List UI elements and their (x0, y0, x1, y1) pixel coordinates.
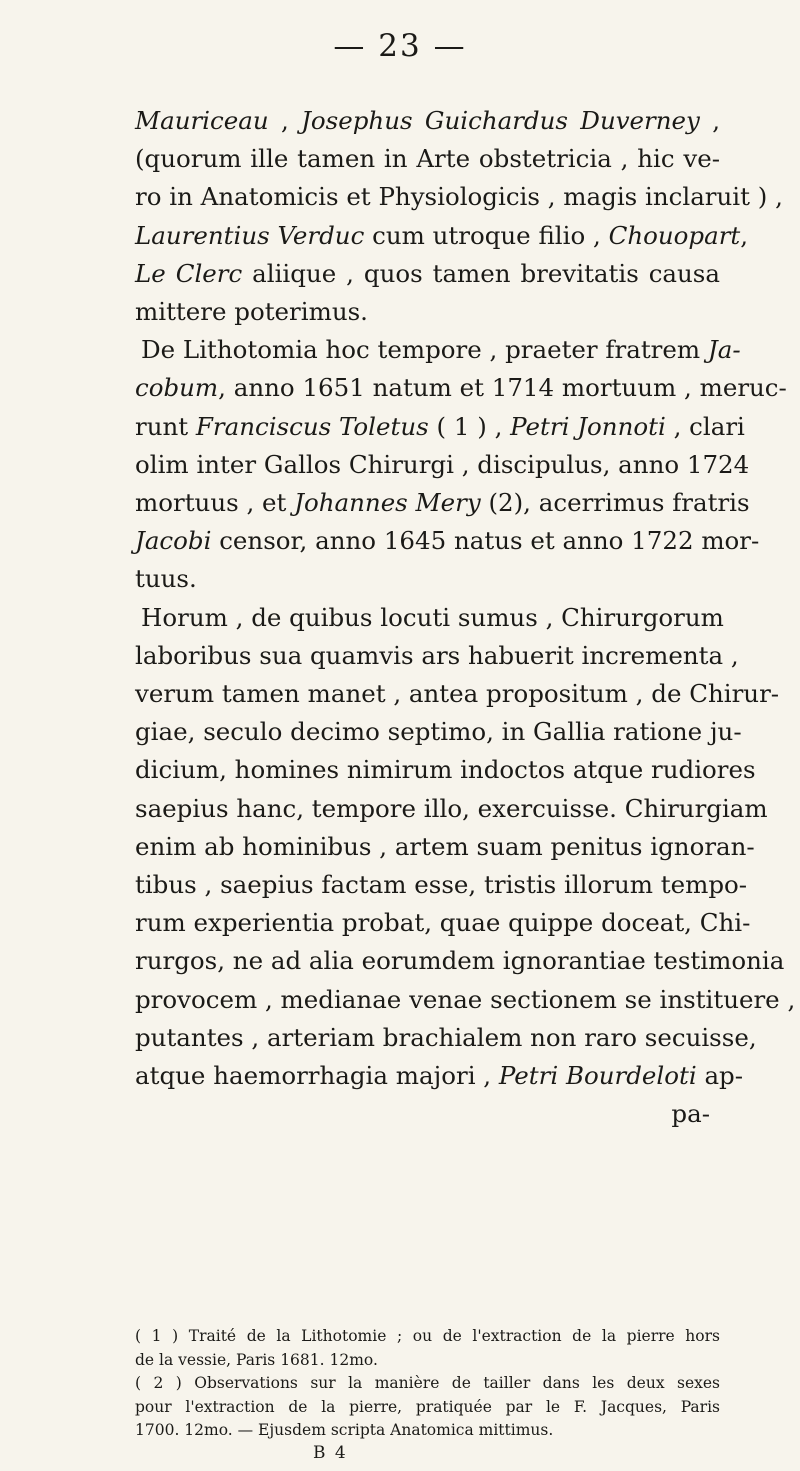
text-span (413, 106, 425, 135)
text-span: laboribus sua quamvis ars habuerit incrementa , (135, 640, 739, 670)
text-span: runt (135, 411, 196, 441)
text-line (135, 713, 742, 751)
text-span: , (268, 106, 302, 135)
text-span: dicium, homines nimirum indoctos atque rudiores (135, 755, 756, 785)
text-span: provocem , medianae venae sectionem se instituere , (135, 984, 796, 1014)
text-line (135, 828, 755, 866)
italic-name: Johannes Mery (294, 488, 481, 518)
text-line (135, 866, 748, 904)
text-line (135, 981, 796, 1019)
text-line (135, 178, 783, 216)
text-line (135, 484, 750, 522)
text-line (135, 217, 749, 255)
text-span: olim inter Gallos Chirurgi , discipulus, anno 1724 (135, 449, 750, 479)
text-line (135, 522, 760, 560)
footnotes (135, 1325, 720, 1443)
text-line (135, 942, 785, 980)
text-line (135, 293, 720, 331)
text-span: rum experientia probat, quae quippe doceat, Chi- (135, 908, 751, 938)
italic-name: Franciscus Toletus (195, 411, 429, 441)
italic-name: Josephus (301, 106, 413, 135)
text-line (135, 599, 724, 637)
text-span: Horum , de quibus locuti sumus , Chirurgorum (141, 602, 724, 632)
signature-mark: B 4 (313, 1443, 348, 1463)
text-span: ro in Anatomicis et Physiologicis , magis inclaruit ) , (135, 182, 783, 212)
text-span: enim ab hominibus , artem suam penitus ignoran- (135, 831, 755, 861)
text-span: mortuus , et (135, 488, 295, 518)
italic-name: cobum (135, 373, 219, 403)
text-span (568, 106, 580, 135)
text-span: , (740, 220, 749, 250)
footnote-line: 1700. 12mo. — Ejusdem scripta Anatomica mittimus. (135, 1421, 554, 1439)
text-span: cum utroque filio , (364, 220, 609, 250)
text-span: ap- (696, 1061, 744, 1091)
italic-name: Duverney (580, 106, 700, 135)
text-line (135, 560, 720, 598)
text-line (135, 904, 751, 942)
italic-name: Petri Bourdeloti (498, 1061, 697, 1091)
text-span: (quorum ille tamen in Arte obstetricia , hic ve- (135, 144, 720, 174)
text-span: aliique , quos tamen brevitatis causa (242, 258, 720, 288)
text-line (135, 1019, 757, 1057)
footnote-line: ( 1 ) Traité de la Lithotomie ; ou de l'extraction de la pierre hors (135, 1327, 720, 1345)
text-line (135, 675, 780, 713)
italic-name: Chouopart (608, 220, 741, 250)
footnote-line: pour l'extraction de la pierre, pratiquée par le F. Jacques, Paris (135, 1397, 720, 1416)
italic-name: Jacobi (135, 526, 212, 556)
italic-name: Ja- (707, 335, 741, 365)
text-line (135, 1057, 744, 1095)
text-line (135, 255, 720, 293)
text-span: saepius hanc, tempore illo, exercuisse. Chirurgiam (135, 793, 768, 823)
text-line (135, 331, 741, 369)
text-span: rurgos, ne ad alia eorumdem ignorantiae testimonia (135, 946, 785, 976)
text-span: De Lithotomia hoc tempore , praeter fratrem (141, 335, 708, 365)
text-span: putantes , arteriam brachialem non raro secuisse, (135, 1022, 757, 1052)
text-span: , anno 1651 natum et 1714 mortuum , meruc- (218, 373, 787, 403)
text-span: atque haemorrhagia majori , (135, 1061, 499, 1091)
text-line (135, 751, 756, 789)
main-text (135, 102, 796, 1133)
text-span: censor, anno 1645 natus et anno 1722 mor- (211, 526, 760, 556)
italic-name: Mauriceau (135, 106, 269, 135)
footnote-line: de la vessie, Paris 1681. 12mo. (135, 1350, 378, 1369)
text-span: giae, seculo decimo septimo, in Gallia ratione ju- (135, 717, 742, 747)
text-line (135, 637, 739, 675)
italic-name: Petri Jonnoti (510, 411, 666, 441)
text-span: (2), acerrimus fratris (480, 488, 750, 518)
text-span: tibus , saepius factam esse, tristis illorum tempo- (135, 870, 748, 900)
page-number: — 23 — (333, 28, 467, 64)
text-span: ( 1 ) , (428, 411, 511, 441)
text-line (135, 102, 720, 140)
text-line (135, 369, 787, 407)
italic-name: Laurentius Verduc (135, 220, 365, 250)
catchword: pa- (671, 1099, 710, 1129)
italic-name: Le Clerc (135, 258, 243, 288)
text-span: , (699, 106, 721, 135)
text-line (135, 140, 720, 178)
text-line (135, 790, 768, 828)
text-span: verum tamen manet , antea propositum , de Chirur- (135, 679, 780, 709)
text-span: mittere poterimus. (135, 297, 368, 327)
text-span: , clari (665, 411, 745, 441)
text-line (135, 408, 745, 446)
text-line (135, 446, 750, 484)
footnote-line: ( 2 ) Observations sur la manière de tailler dans les deux sexes (135, 1374, 720, 1392)
text-span: tuus. (135, 564, 197, 594)
italic-name: Guichardus (424, 106, 568, 135)
